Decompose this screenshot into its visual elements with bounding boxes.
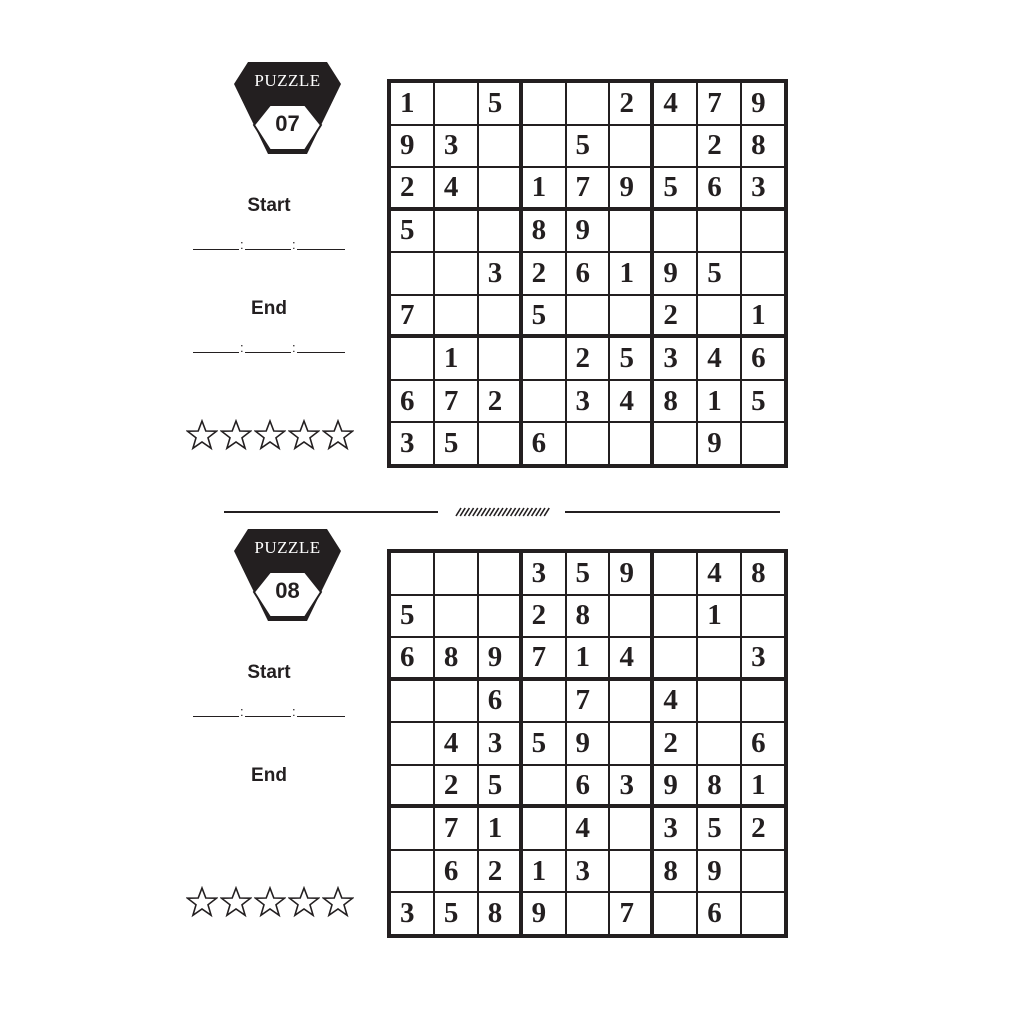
sudoku-cell[interactable]: 9 [654,766,696,805]
sudoku-cell[interactable]: 4 [610,381,650,422]
sudoku-cell[interactable]: 5 [435,423,477,464]
sudoku-cell[interactable] [742,253,784,294]
sudoku-cell[interactable]: 8 [435,638,477,677]
sudoku-cell[interactable]: 2 [698,126,740,167]
sudoku-cell[interactable] [523,83,565,124]
sudoku-cell[interactable]: 5 [523,296,565,335]
minutes-blank[interactable] [245,249,291,250]
sudoku-cell[interactable] [654,211,696,252]
sudoku-cell[interactable] [654,553,696,594]
sudoku-cell[interactable] [479,423,519,464]
sudoku-cell[interactable]: 5 [435,893,477,934]
sudoku-cell[interactable]: 5 [654,168,696,207]
sudoku-cell[interactable] [610,681,650,722]
sudoku-cell[interactable] [391,681,433,722]
start-label: Start [247,195,291,216]
sudoku-cell[interactable]: 9 [479,638,519,677]
sudoku-cell[interactable] [610,596,650,637]
sudoku-cell[interactable]: 6 [391,381,433,422]
sudoku-cell[interactable]: 3 [479,253,519,294]
sudoku-cell[interactable]: 3 [654,338,696,379]
sudoku-cell[interactable]: 5 [698,253,740,294]
sudoku-cell[interactable]: 1 [523,168,565,207]
star-outline-icon[interactable] [186,886,218,918]
sudoku-cell[interactable]: 4 [567,808,609,849]
sudoku-cell[interactable]: 4 [610,638,650,677]
seconds-blank[interactable] [297,249,345,250]
sudoku-cell[interactable] [523,808,565,849]
sudoku-cell[interactable] [610,723,650,764]
star-outline-icon[interactable] [288,419,320,451]
sudoku-cell[interactable]: 2 [523,253,565,294]
sudoku-cell[interactable]: 4 [698,338,740,379]
sudoku-cell[interactable]: 3 [523,553,565,594]
time-colon: : [240,704,244,719]
sudoku-grid-08 [387,549,788,938]
sudoku-cell[interactable]: 1 [610,253,650,294]
sudoku-cell[interactable] [523,381,565,422]
sudoku-cell[interactable] [391,851,433,892]
sudoku-cell[interactable] [742,211,784,252]
sudoku-cell[interactable] [435,83,477,124]
end-time-field[interactable] [193,331,345,353]
sudoku-cell[interactable]: 3 [435,126,477,167]
sudoku-cell[interactable] [610,423,650,464]
puzzle-number: 07 [275,111,300,136]
sudoku-cell[interactable] [391,723,433,764]
sudoku-cell[interactable]: 8 [742,126,784,167]
sudoku-cell[interactable]: 7 [567,681,609,722]
sudoku-cell[interactable]: 9 [391,126,433,167]
sudoku-cell[interactable]: 1 [567,638,609,677]
sudoku-cell[interactable] [435,553,477,594]
sudoku-cell[interactable] [610,851,650,892]
sudoku-cell[interactable]: 2 [742,808,784,849]
sudoku-cell[interactable] [698,681,740,722]
sudoku-cell[interactable]: 9 [742,83,784,124]
sudoku-cell[interactable]: 8 [654,381,696,422]
sudoku-cell[interactable] [523,766,565,805]
sudoku-cell[interactable] [654,596,696,637]
sudoku-cell[interactable]: 2 [479,381,519,422]
minutes-blank[interactable] [245,716,291,717]
time-colon: : [292,237,296,252]
sudoku-cell[interactable]: 6 [567,253,609,294]
sudoku-cell[interactable] [479,338,519,379]
sudoku-cell[interactable] [435,253,477,294]
sudoku-cell[interactable]: 9 [567,211,609,252]
start-label: Start [247,662,291,683]
sudoku-grid-07 [387,79,788,468]
sudoku-cell[interactable] [523,126,565,167]
sudoku-cell[interactable] [391,253,433,294]
sudoku-cell[interactable]: 1 [391,83,433,124]
sudoku-cell[interactable]: 9 [567,723,609,764]
sudoku-cell[interactable]: 6 [523,423,565,464]
sudoku-cell[interactable]: 1 [698,596,740,637]
seconds-blank[interactable] [297,352,345,353]
hours-blank[interactable] [193,716,239,717]
start-time-field[interactable] [193,695,345,717]
sudoku-cell[interactable]: 3 [391,423,433,464]
sudoku-cell[interactable]: 5 [567,553,609,594]
sudoku-cell[interactable] [742,851,784,892]
sudoku-cell[interactable]: 3 [610,766,650,805]
sudoku-cell[interactable]: 6 [742,723,784,764]
sudoku-cell[interactable]: 6 [567,766,609,805]
sudoku-cell[interactable] [742,596,784,637]
sudoku-cell[interactable] [742,681,784,722]
sudoku-cell[interactable] [567,296,609,335]
sudoku-cell[interactable]: 3 [567,851,609,892]
start-time-field[interactable] [193,228,345,250]
star-outline-icon[interactable] [254,886,286,918]
sudoku-cell[interactable]: 7 [523,638,565,677]
sudoku-cell[interactable]: 6 [698,893,740,934]
end-label: End [251,765,287,786]
puzzle-badge-label: PUZZLE [254,71,321,90]
sudoku-cell[interactable]: 5 [610,338,650,379]
sudoku-cell[interactable]: 3 [391,893,433,934]
sudoku-cell[interactable]: 4 [435,168,477,207]
sudoku-cell[interactable] [698,638,740,677]
sudoku-cell[interactable] [479,553,519,594]
star-outline-icon[interactable] [322,886,354,918]
sudoku-cell[interactable]: 1 [435,338,477,379]
sudoku-cell[interactable]: 9 [698,851,740,892]
sudoku-cell[interactable]: 1 [523,851,565,892]
sudoku-cell[interactable]: 2 [654,723,696,764]
sudoku-cell[interactable]: 4 [435,723,477,764]
sudoku-cell[interactable]: 3 [654,808,696,849]
hours-blank[interactable] [193,352,239,353]
sudoku-cell[interactable] [435,596,477,637]
sudoku-cell[interactable] [435,211,477,252]
sudoku-cell[interactable]: 6 [391,638,433,677]
sudoku-cell[interactable]: 5 [698,808,740,849]
star-outline-icon[interactable] [288,886,320,918]
sudoku-cell[interactable] [610,211,650,252]
time-colon: : [240,237,244,252]
sudoku-cell[interactable]: 8 [654,851,696,892]
sudoku-cell[interactable]: 3 [567,381,609,422]
sudoku-cell[interactable]: 1 [698,381,740,422]
sudoku-cell[interactable]: 8 [567,596,609,637]
sudoku-cell[interactable]: 7 [435,808,477,849]
sudoku-cell[interactable] [742,423,784,464]
sudoku-cell[interactable]: 6 [479,681,519,722]
sudoku-cell[interactable]: 8 [742,553,784,594]
sudoku-cell[interactable] [435,681,477,722]
puzzle-section-08 [0,467,1024,937]
sudoku-cell[interactable] [479,168,519,207]
sudoku-cell[interactable]: 4 [654,83,696,124]
sudoku-cell[interactable]: 5 [479,766,519,805]
sudoku-cell[interactable]: 8 [479,893,519,934]
sudoku-cell[interactable]: 2 [523,596,565,637]
sudoku-cell[interactable]: 7 [435,381,477,422]
sudoku-cell[interactable]: 6 [435,851,477,892]
time-colon: : [240,340,244,355]
sudoku-cell[interactable] [479,126,519,167]
sudoku-cell[interactable] [391,338,433,379]
sudoku-cell[interactable] [698,723,740,764]
sudoku-cell[interactable]: 5 [391,211,433,252]
difficulty-rating[interactable] [186,419,356,453]
sudoku-cell[interactable] [391,553,433,594]
sudoku-cell[interactable] [654,126,696,167]
puzzle-number: 08 [275,578,300,603]
sudoku-cell[interactable]: 2 [610,83,650,124]
sudoku-cell[interactable]: 2 [391,168,433,207]
difficulty-rating[interactable] [186,886,356,920]
puzzle-badge-label: PUZZLE [254,538,321,557]
star-outline-icon[interactable] [254,419,286,451]
star-outline-icon[interactable] [220,886,252,918]
star-outline-icon[interactable] [220,419,252,451]
sudoku-cell[interactable]: 9 [610,168,650,207]
sudoku-cell[interactable]: 9 [698,423,740,464]
end-label: End [251,298,287,319]
sudoku-cell[interactable]: 9 [523,893,565,934]
sudoku-cell[interactable]: 8 [698,766,740,805]
sudoku-cell[interactable]: 7 [567,168,609,207]
sudoku-cell[interactable] [610,126,650,167]
sudoku-cell[interactable] [654,893,696,934]
sudoku-cell[interactable] [479,211,519,252]
sudoku-cell[interactable] [523,681,565,722]
sudoku-cell[interactable] [391,766,433,805]
sudoku-cell[interactable]: 4 [698,553,740,594]
sudoku-cell[interactable]: 3 [742,168,784,207]
sudoku-cell[interactable] [479,296,519,335]
sudoku-cell[interactable]: 4 [654,681,696,722]
sudoku-cell[interactable]: 9 [610,553,650,594]
sudoku-cell[interactable]: 5 [523,723,565,764]
sudoku-cell[interactable]: 6 [698,168,740,207]
sudoku-cell[interactable]: 6 [742,338,784,379]
seconds-blank[interactable] [297,716,345,717]
star-outline-icon[interactable] [322,419,354,451]
sudoku-cell[interactable]: 3 [479,723,519,764]
sudoku-cell[interactable] [567,423,609,464]
sudoku-cell[interactable]: 3 [742,638,784,677]
sudoku-cell[interactable] [479,596,519,637]
sudoku-cell[interactable]: 5 [391,596,433,637]
sudoku-cell[interactable] [610,296,650,335]
sudoku-cell[interactable]: 5 [479,83,519,124]
puzzle-badge [234,529,341,621]
sudoku-cell[interactable] [391,808,433,849]
sudoku-cell[interactable] [523,338,565,379]
sudoku-cell[interactable]: 8 [523,211,565,252]
sudoku-cell[interactable]: 5 [742,381,784,422]
sudoku-cell[interactable] [610,808,650,849]
sudoku-cell[interactable] [742,893,784,934]
sudoku-cell[interactable]: 1 [742,766,784,805]
sudoku-cell[interactable] [567,83,609,124]
hours-blank[interactable] [193,249,239,250]
puzzle-badge [234,62,341,154]
time-colon: : [292,340,296,355]
sudoku-cell[interactable]: 9 [654,253,696,294]
sudoku-cell[interactable] [654,423,696,464]
sudoku-cell[interactable]: 2 [435,766,477,805]
sudoku-cell[interactable] [698,211,740,252]
sudoku-cell[interactable]: 1 [742,296,784,335]
sudoku-cell[interactable] [698,296,740,335]
sudoku-cell[interactable] [435,296,477,335]
star-outline-icon[interactable] [186,419,218,451]
sudoku-cell[interactable] [654,638,696,677]
minutes-blank[interactable] [245,352,291,353]
sudoku-cell[interactable] [567,893,609,934]
sudoku-cell[interactable]: 2 [567,338,609,379]
sudoku-cell[interactable]: 7 [610,893,650,934]
time-colon: : [292,704,296,719]
sudoku-cell[interactable]: 2 [479,851,519,892]
sudoku-cell[interactable]: 2 [654,296,696,335]
sudoku-cell[interactable]: 7 [391,296,433,335]
puzzle-section-07 [0,0,1024,470]
sudoku-cell[interactable]: 5 [567,126,609,167]
sudoku-cell[interactable]: 1 [479,808,519,849]
sudoku-cell[interactable]: 7 [698,83,740,124]
